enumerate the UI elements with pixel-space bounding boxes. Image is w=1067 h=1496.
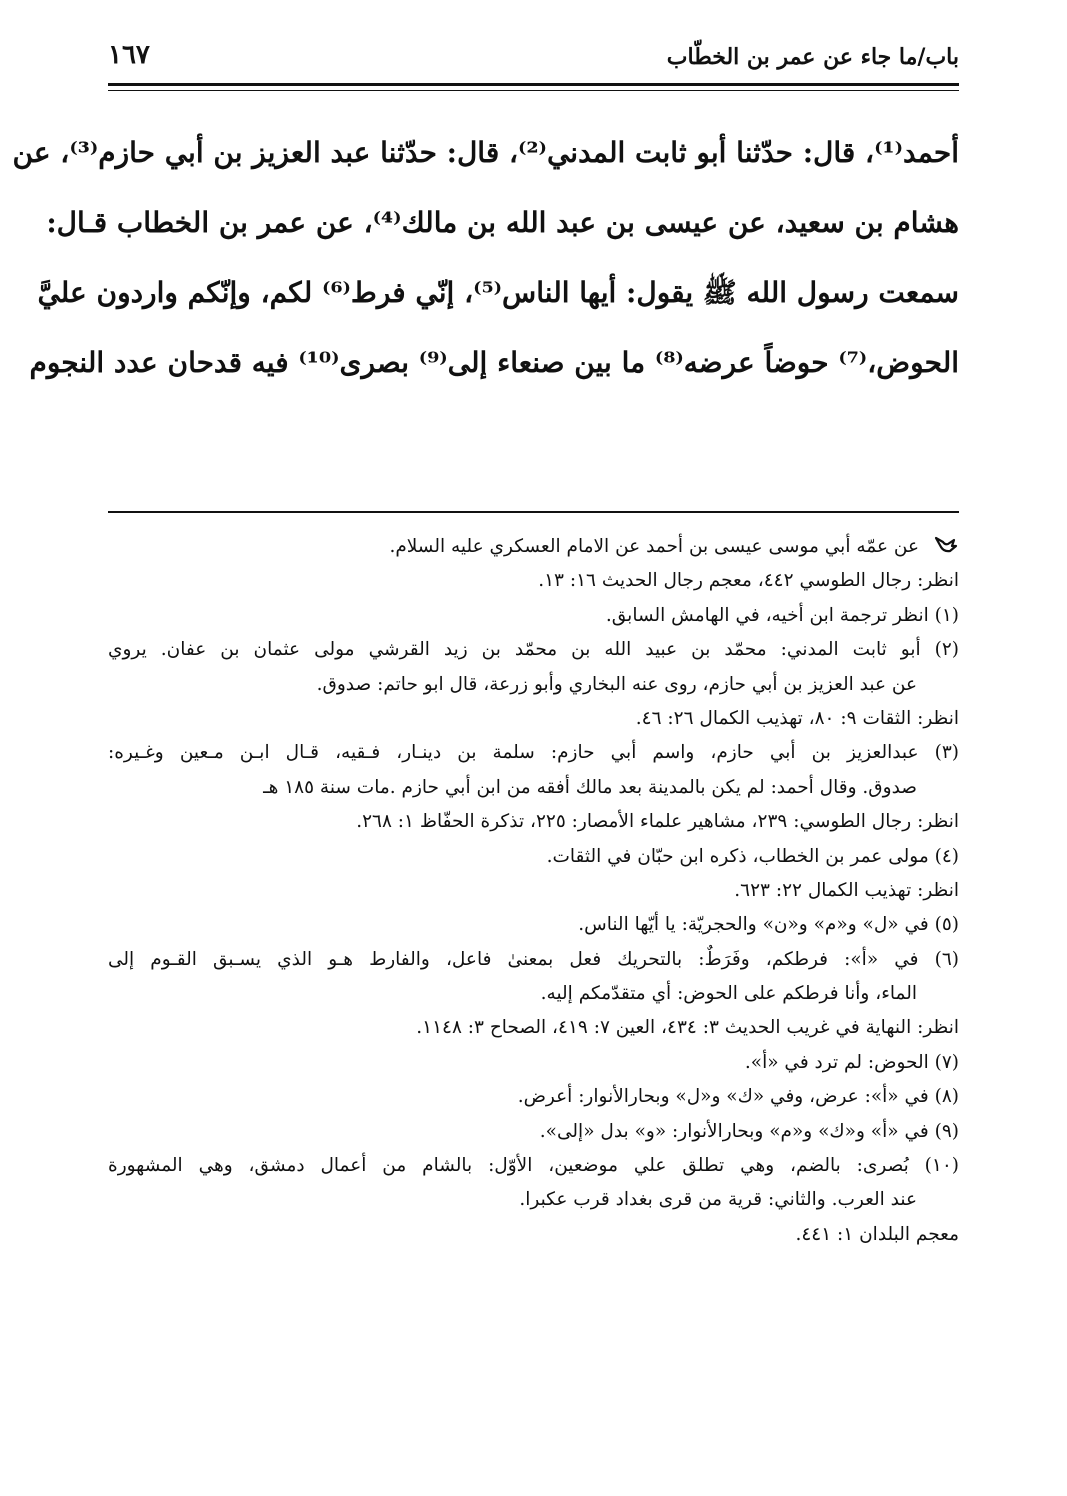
footnote-line: انظر: رجال الطوسي ٤٤٢، معجم رجال الحديث ١٦: ١٣. [538,570,959,592]
footnote-line: عن عبد العزيز بن أبي حازم، روى عنه البخاري وأبو زرعة، قال ابو حاتم: صدوق. [316,673,917,695]
footnote-line: (٢) أبو ثابت المدني: محمّد بن عبيد الله بن محمّد بن زيد القرشي مولى عثمان بن عفان. يروي [108,639,959,661]
footnote-line: انظر: تهذيب الكمال ٢٢: ٦٢٣. [734,879,959,901]
main-text [12,118,959,398]
main-line: أحمد⁽¹⁾، قال: حدّثنا أبو ثابت المدني⁽²⁾، قال: حدّثنا عبد العزيز بن أبي حازم⁽³⁾، عن [12,136,959,169]
footnote-line: (٧) الحوض: لم ترد في «أ». [744,1051,959,1073]
footnote-line: (٨) في «أ»: عرض، وفي «ك» و«ل» وبحارالأنوار: أعرض. [517,1086,959,1108]
footnote-line: (٩) في «أ» و«ك» و«م» وبحارالأنوار: «و» بدل «إلى». [539,1120,959,1142]
main-line: سمعت رسول الله ﷺ يقول: أيها الناس⁽⁵⁾، إنّي فرط⁽⁶⁾ لكم، وإنّكم واردون عليَّ [37,276,959,309]
footnote-line: انظر: النهاية في غريب الحديث ٣: ٤٣٤، العين ٧: ٤١٩، الصحاح ٣: ١١٤٨. [416,1017,959,1039]
footnote-line: معجم البلدان ١: ٤٤١. [795,1223,959,1245]
footnote-line [108,530,959,564]
footnotes [108,530,959,1252]
footnote-line: (٣) عبدالعزيز بن أبي حازم، واسم أبي حازم: سلمة بن دينـار، فـقيه، قـال ابـن مـعين وغـيره: [108,742,959,764]
footnote-line: (١٠) بُصرى: بالضم، وهي تطلق علي موضعين، الأوّل: بالشام من أعمال دمشق، وهي المشهورة [108,1155,959,1177]
page-number: ١٦٧ [108,40,150,70]
footnote-separator [108,511,959,513]
footnote-line: انظر: الثقات ٩: ٨٠، تهذيب الكمال ٢٦: ٤٦. [635,707,959,729]
page-header [108,36,959,82]
footnote-line: انظر: رجال الطوسي: ٢٣٩، مشاهير علماء الأمصار: ٢٢٥، تذكرة الحفّاظ ١: ٢٦٨. [356,811,959,833]
footnote-line: عند العرب. والثاني: قرية من قرى بغداد قرب عكبرا. [519,1189,917,1211]
main-line: هشام بن سعيد، عن عيسى بن عبد الله بن مالك⁽⁴⁾، عن عمر بن الخطاب قـال: [46,206,959,239]
chapter-title: باب/ما جاء عن عمر بن الخطّاب [666,44,959,70]
footnote-line: (٤) مولى عمر بن الخطاب، ذكره ابن حبّان في الثقات. [546,845,959,867]
footnote-text: عن عمّه أبي موسى عيسى بن أحمد عن الامام العسكري عليه السلام. [389,536,919,557]
footnote-line: (٦) في «أ»: فرطكم، وفَرَطٌ: بالتحريك فعل بمعنىٰ فاعل، والفارط هـو الذي يسـبق القـوم إلى [108,948,959,970]
bird-icon [933,534,959,556]
footnote-line: (٥) في «ل» و«م» و«ن» والحجريّة: يا أيّها الناس. [578,914,959,936]
footnote-line: (١) انظر ترجمة ابن أخيه، في الهامش السابق. [605,604,959,626]
header-rule-thin [108,90,959,91]
footnote-line: صدوق. وقال أحمد: لم يكن بالمدينة بعد مالك أفقه من ابن أبي حازم .مات سنة ١٨٥ هـ [263,776,917,798]
main-line: الحوض،⁽⁷⁾ حوضاً عرضه⁽⁸⁾ ما بين صنعاء إلى⁽⁹⁾ بصرى⁽¹⁰⁾ فيه قدحان عدد النجوم [29,346,959,379]
header-rule-thick [108,83,959,86]
footnote-line: الماء، وأنا فرطكم على الحوض: أي متقدّمكم إليه. [540,983,917,1005]
